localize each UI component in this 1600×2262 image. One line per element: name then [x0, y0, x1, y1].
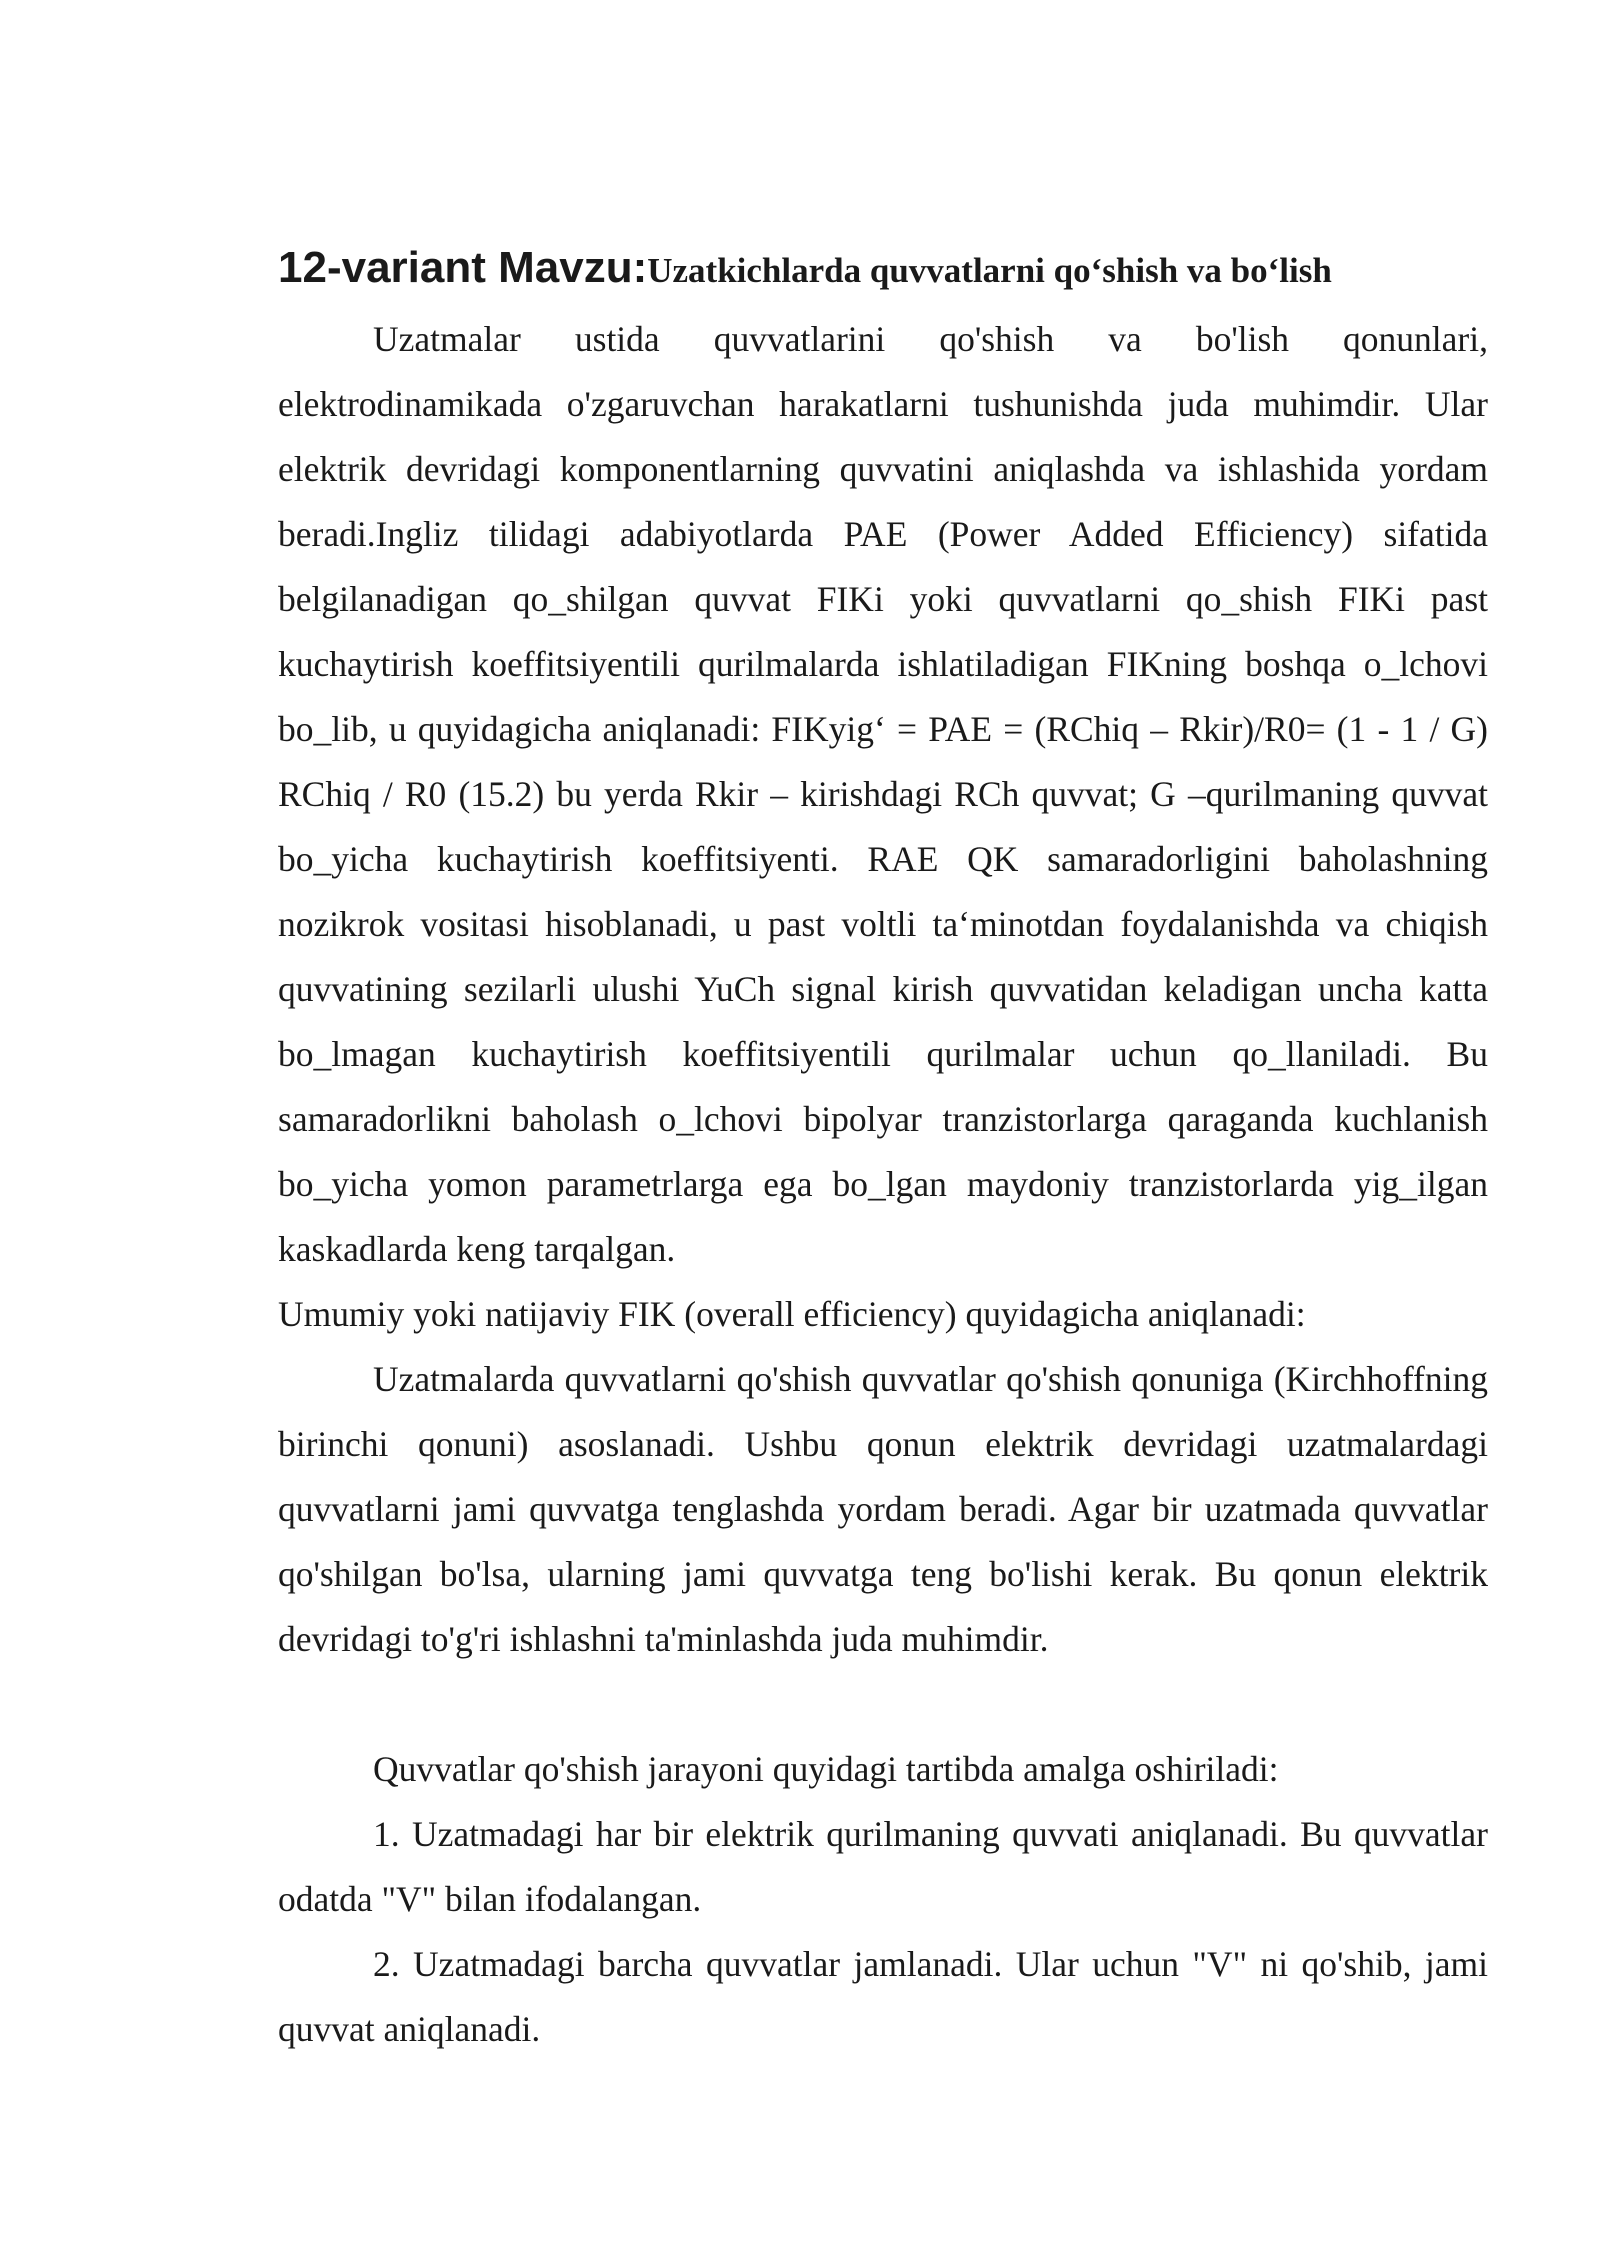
- title-subtitle: Uzatkichlarda quvvatlarni qo‘shish va bo‘lish: [647, 251, 1332, 290]
- paragraph-kirchhoff: Uzatmalarda quvvatlarni qo'shish quvvatlar qo'shish qonuniga (Kirchhoffning birinchi qonuni) asoslanadi. Ushbu qonun elektrik devridagi uzatmalardagi quvvatlarni jami quvvatga tenglashda yordam beradi. Agar bir uzatmada quvvatlar qo'shilgan bo'lsa, ularning jami quvvatga teng bo'lishi kerak. Bu qonun elektrik devridagi to'g'ri ishlashni ta'minlashda juda muhimdir.: [278, 1359, 1488, 1659]
- paragraph-process: Quvvatlar qo'shish jarayoni quyidagi tartibda amalga oshiriladi:: [373, 1749, 1279, 1789]
- list-item-2: 2. Uzatmadagi barcha quvvatlar jamlanadi. Ular uchun "V" ni qo'shib, jami quvvat aniqlanadi.: [278, 1944, 1488, 2049]
- paragraph-overall-efficiency: Umumiy yoki natijaviy FIK (overall efficiency) quyidagicha aniqlanadi:: [278, 1294, 1306, 1334]
- title-main: 12-variant Mavzu:: [278, 243, 648, 292]
- document-page: [278, 238, 1488, 2062]
- list-item-1: 1. Uzatmadagi har bir elektrik qurilmaning quvvati aniqlanadi. Bu quvvatlar odatda "V" bilan ifodalangan.: [278, 1814, 1488, 1919]
- paragraph-spacer: [278, 1672, 1488, 1737]
- paragraph-intro: Uzatmalar ustida quvvatlarini qo'shish va bo'lish qonunlari, elektrodinamikada o'zgaruvchan harakatlarni tushunishda juda muhimdir. Ular elektrik devridagi komponentlarning quvvatini aniqlashda va ishlashida yordam beradi.Ingliz tilidagi adabiyotlarda PAE (Power Added Efficiency) sifatida belgilanadigan qo_shilgan quvvat FIKi yoki quvvatlarni qo_shish FIKi past kuchaytirish koeffitsiyentili qurilmalarda ishlatiladigan FIKning boshqa o_lchovi bo_lib, u quyidagicha aniqlanadi: FIKyig‘ = PAE = (RChiq – Rkir)/R0= (1 - 1 / G) RChiq / R0 (15.2) bu yerda Rkir – kirishdagi RCh quvvat; G –qurilmaning quvvat bo_yicha kuchaytirish koeffitsiyenti. RAE QK samaradorligini baholashning nozikrok vositasi hisoblanadi, u past voltli ta‘minotdan foydalanishda va chiqish quvvatining sezilarli ulushi YuCh signal kirish quvvatidan keladigan uncha katta bo_lmagan kuchaytirish koeffitsiyentili qurilmalar uchun qo_llaniladi. Bu samaradorlikni baholash o_lchovi bipolyar tranzistorlarga qaraganda kuchlanish bo_yicha yomon parametrlarga ega bo_lgan maydoniy tranzistorlarda yig_ilgan kaskadlarda keng tarqalgan.: [278, 319, 1488, 1269]
- document-title: [278, 238, 1488, 301]
